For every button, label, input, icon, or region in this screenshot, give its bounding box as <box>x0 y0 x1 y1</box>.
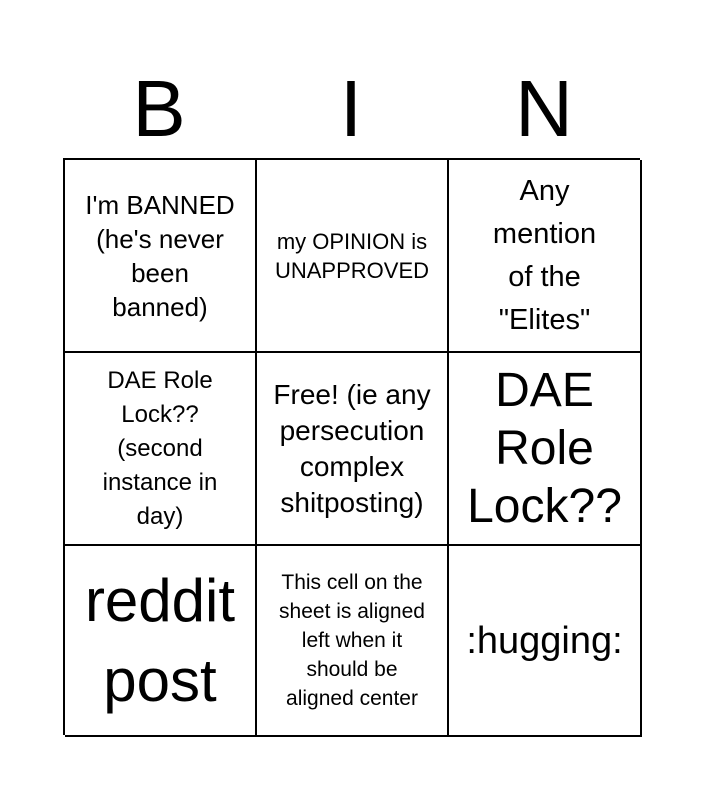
bingo-cell-text: :hugging: <box>466 619 623 662</box>
bingo-cell-text: my OPINION is UNAPPROVED <box>274 228 430 283</box>
bingo-cell-r3c2[interactable] <box>257 546 449 737</box>
bingo-cell-free[interactable] <box>257 353 449 546</box>
bingo-cell-r1c2[interactable] <box>257 160 449 353</box>
bingo-cell-r2c3[interactable] <box>449 353 642 546</box>
bingo-cell-text: DAE Role Lock?? <box>467 363 622 533</box>
header-letter-i: I <box>339 64 363 153</box>
bingo-cell-text: I'm BANNED (he's never been banned) <box>85 189 235 322</box>
header-letter-n: N <box>515 64 573 153</box>
bingo-cell-text: This cell on the sheet is aligned left when it should be aligned center <box>279 571 425 710</box>
bingo-cell-r3c3[interactable] <box>449 546 642 737</box>
bingo-cell-r2c1[interactable] <box>65 353 257 546</box>
bingo-cell-text: Free! (ie any persecution complex shitposting) <box>273 378 431 518</box>
bingo-cell-text: DAE Role Lock?? (second instance in day) <box>102 366 218 530</box>
bingo-cell-r3c1[interactable] <box>65 546 257 737</box>
bingo-cell-r1c3[interactable] <box>449 160 642 353</box>
bingo-board <box>63 158 640 735</box>
header-letter-b: B <box>132 64 186 153</box>
bingo-cell-r1c1[interactable] <box>65 160 257 353</box>
bingo-cell-text: reddit post <box>84 566 236 714</box>
bingo-cell-text: Any mention of the "Elites" <box>492 174 597 336</box>
